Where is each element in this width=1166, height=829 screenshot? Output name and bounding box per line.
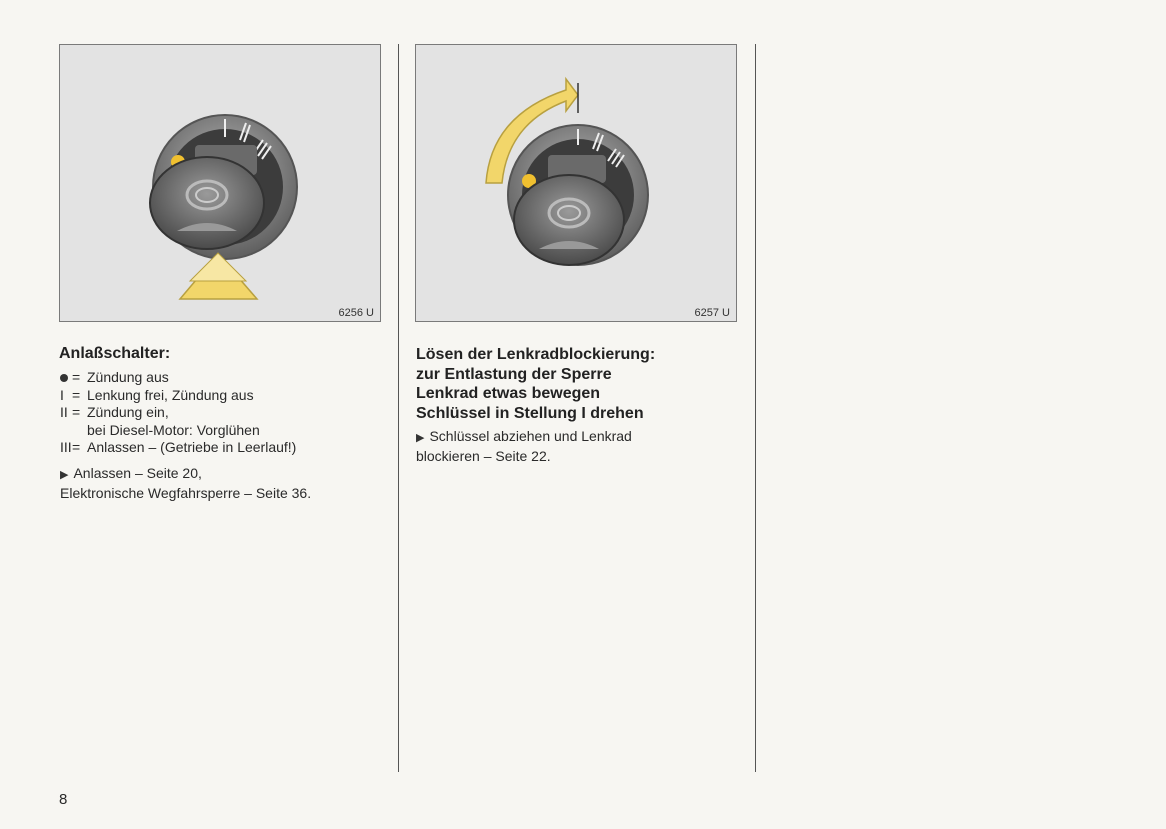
page-number: 8 [59,791,68,808]
section-heading: Anlaßschalter: [59,345,171,362]
key-turn-illustration [416,45,736,321]
arrow-bullet-icon: ▶ [60,469,69,481]
reference-link: Anlassen – Seite 20, [73,465,202,481]
legend-symbol [60,369,72,387]
figure-ignition-switch [59,44,381,322]
legend-label: Lenkung frei, Zündung aus [87,386,254,403]
legend-row: II = Zündung ein, [60,404,169,420]
legend-label: Zündung aus [87,369,169,385]
instruction [416,428,632,465]
ignition-key-illustration [60,45,380,321]
legend-row: I = Lenkung frei, Zündung aus [60,386,254,403]
legend-label: Anlassen – (Getriebe in Leerlauf!) [87,439,297,455]
instruction-text: Schlüssel abziehen und Lenkrad [429,428,632,444]
legend-symbol: II [60,404,68,420]
figure-code: 6256 U [338,307,374,319]
legend-row [60,422,296,440]
arrow-bullet-icon: ▶ [416,432,425,444]
cross-reference [60,465,311,502]
legend-label: bei Diesel-Motor: Vorglühen [87,421,260,438]
legend-row: III = Anlassen – (Getriebe in Leerlauf!) [60,439,297,455]
reference-link: Elektronische Wegfahrsperre – Seite 36. [60,484,312,501]
legend-row: = Zündung aus [60,369,296,387]
figure-steering-unlock [415,44,737,322]
legend-symbol: III [60,439,72,455]
switch-position-legend [60,369,296,457]
section-heading: Lösen der Lenkradblockierung: zur Entlastung der Sperre Lenkrad etwas bewegen Schlüssel in Stellung I drehen [416,346,656,422]
column-divider [398,44,399,772]
column-divider [755,44,756,772]
legend-label: Zündung ein, [87,404,169,420]
legend-symbol: I [60,386,64,403]
figure-code: 6257 U [694,307,730,319]
instruction-text: blockieren – Seite 22. [416,447,551,464]
filled-dot-icon [60,374,68,382]
